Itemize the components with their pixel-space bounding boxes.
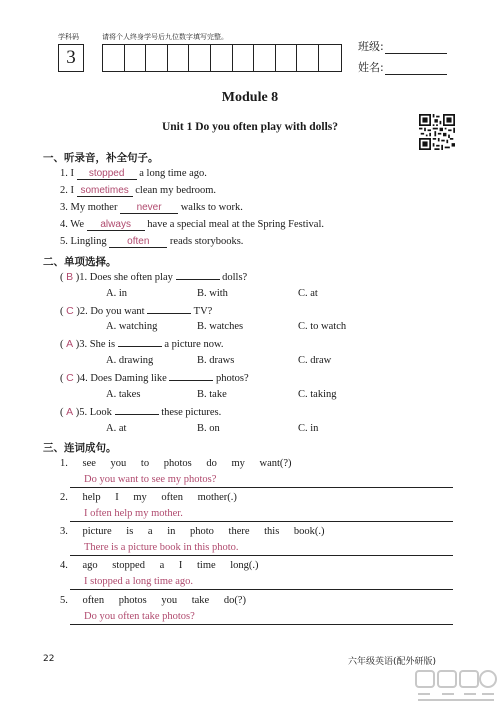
option-c: C. in xyxy=(298,423,319,434)
answer-line-5[interactable]: Do you often take photos? xyxy=(70,611,453,625)
option-a: A. at xyxy=(106,423,127,434)
scrambled-words-3: 3. picture is a in photo there this book(.) xyxy=(60,526,325,537)
option-c: C. draw xyxy=(298,355,332,366)
option-a: A. watching xyxy=(106,321,158,332)
instruction-text: 请将个人终身学号后九位数字填写完整。 xyxy=(102,33,228,41)
student-id-grid[interactable] xyxy=(102,44,342,72)
option-c: C. at xyxy=(298,288,318,299)
answer-blank: never xyxy=(120,202,178,214)
answer-blank: stopped xyxy=(77,168,137,180)
option-a: A. in xyxy=(106,288,127,299)
fill-item-2: 2. I sometimes clean my bedroom. xyxy=(60,185,217,196)
module-title: Module 8 xyxy=(221,90,279,105)
choice-item-4: ( C )4. Does Daming like photos? xyxy=(60,372,249,384)
option-b: B. with xyxy=(197,288,228,299)
choice-item-2: ( C )2. Do you want TV? xyxy=(60,305,213,317)
subject-code-label: 学科码 xyxy=(58,33,79,41)
unit-title: Unit 1 Do you often play with dolls? xyxy=(161,121,339,133)
choice-item-5: ( A )5. Look these pictures. xyxy=(60,406,222,418)
scrambled-words-2: 2. help I my often mother(.) xyxy=(60,492,237,503)
choice-answer: C xyxy=(66,372,74,384)
answer-blank: sometimes xyxy=(77,185,133,197)
class-field[interactable]: 班级: xyxy=(358,38,447,54)
book-title: 六年级英语(配外研版) xyxy=(348,657,437,667)
answer-line-4[interactable]: I stopped a long time ago. xyxy=(70,576,453,590)
choice-answer: B xyxy=(66,271,74,283)
section2-title: 二、单项选择。 xyxy=(43,256,117,268)
option-c: C. to watch xyxy=(298,321,347,332)
option-b: B. take xyxy=(197,389,227,400)
section3-title: 三、连词成句。 xyxy=(43,442,117,454)
answer-line-3[interactable]: There is a picture book in this photo. xyxy=(70,542,453,556)
section1-title: 一、听录音，补全句子。 xyxy=(43,152,159,164)
choice-answer: C xyxy=(66,305,74,317)
name-field[interactable]: 姓名: xyxy=(358,59,447,75)
subject-code-box: 3 xyxy=(58,44,84,72)
option-b: B. on xyxy=(197,423,220,434)
fill-item-3: 3. My mother never walks to work. xyxy=(60,202,243,213)
option-c: C. taking xyxy=(298,389,337,400)
answer-line-2[interactable]: I often help my mother. xyxy=(70,508,453,522)
option-b: B. watches xyxy=(197,321,244,332)
choice-answer: A xyxy=(66,338,74,350)
answer-site-watermark-icon xyxy=(412,668,500,707)
option-a: A. takes xyxy=(106,389,141,400)
scrambled-words-1: 1. see you to photos do my want(?) xyxy=(60,458,292,469)
option-b: B. draws xyxy=(197,355,235,366)
scrambled-words-4: 4. ago stopped a I time long(.) xyxy=(60,560,259,571)
option-a: A. drawing xyxy=(106,355,154,366)
fill-item-1: 1. I stopped a long time ago. xyxy=(60,168,207,179)
answer-line-1[interactable]: Do you want to see my photos? xyxy=(70,474,453,488)
choice-item-3: ( A )3. She is a picture now. xyxy=(60,338,224,350)
fill-item-4: 4. We always have a special meal at the Spring Festival. xyxy=(60,219,324,230)
page-number: 22 xyxy=(43,654,55,664)
scrambled-words-5: 5. often photos you take do(?) xyxy=(60,595,246,606)
answer-blank: always xyxy=(87,219,145,231)
answer-blank: often xyxy=(109,236,167,248)
fill-item-5: 5. Lingling often reads storybooks. xyxy=(60,236,244,247)
choice-item-1: ( B )1. Does she often play dolls? xyxy=(60,271,248,283)
qr-code-icon xyxy=(419,114,455,150)
choice-answer: A xyxy=(66,406,74,418)
